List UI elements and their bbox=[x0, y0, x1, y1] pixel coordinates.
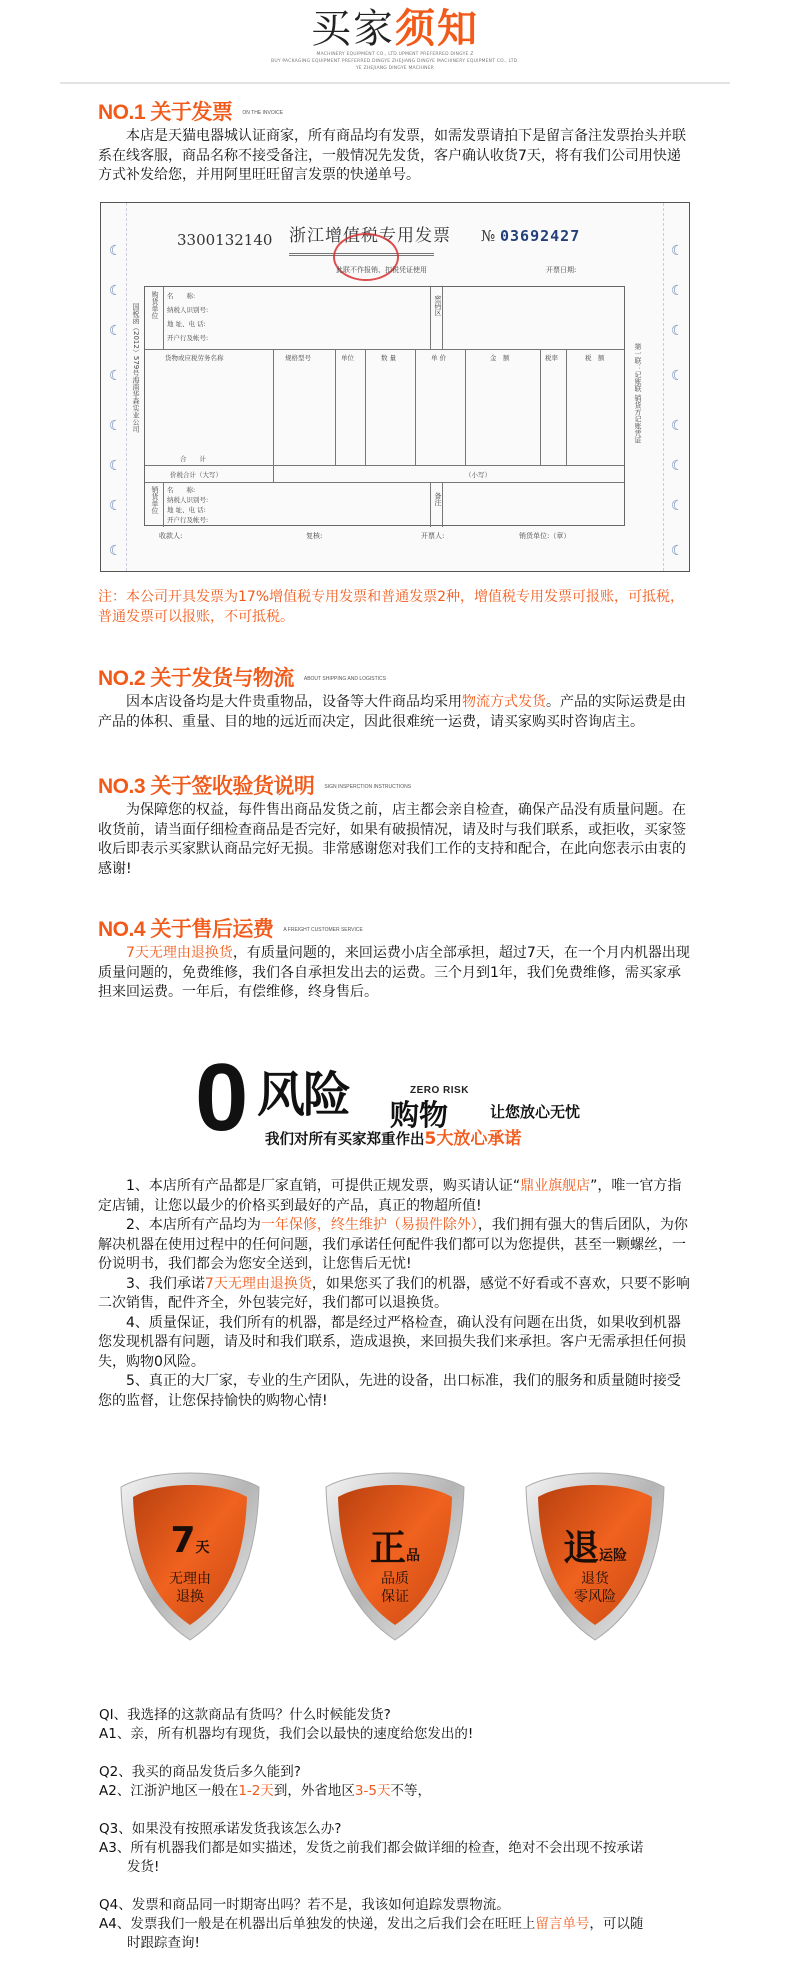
shield-small: 运险 bbox=[599, 1548, 627, 1564]
answer-text: A2、江浙沪地区一般在 bbox=[99, 1783, 239, 1799]
total-label: 合 计 bbox=[180, 455, 206, 463]
header-subline: MACHINERY EQUIPMENT CO., LTD.UPMENT PREFERRED DINGYE Z bbox=[316, 52, 474, 57]
seller-field: 纳税人识别号: bbox=[167, 496, 209, 504]
seller-label: 销货单位 bbox=[151, 486, 159, 514]
perforation-icon: ☾ bbox=[109, 458, 122, 474]
body-text: 因本店设备均是大件贵重物品，设备等大件商品均采用 bbox=[126, 694, 462, 710]
invoice-side-left: 国税函（2012）579号海南华森实业公司 bbox=[132, 303, 140, 433]
invoice-subtitle: 此联不作报销、扣税凭证使用 bbox=[336, 266, 427, 274]
invoice-date-label: 开票日期: bbox=[546, 266, 577, 274]
divider bbox=[60, 82, 730, 84]
shield-small: 品 bbox=[406, 1548, 420, 1564]
promise-list bbox=[98, 1177, 692, 1411]
invoice-image bbox=[100, 202, 690, 572]
perforation-icon: ☾ bbox=[109, 243, 122, 259]
perforation-icon: ☾ bbox=[671, 243, 684, 259]
faq-answer: A1、亲，所有机器均有现货，我们会以最快的速度给您发出的! bbox=[99, 1726, 474, 1742]
column-header: 金 额 bbox=[490, 354, 510, 362]
remark-label: 备注 bbox=[434, 492, 442, 506]
section-en: A FREIGHT CUSTOMER SERVICE bbox=[283, 927, 363, 934]
shield-small: 天 bbox=[195, 1540, 210, 1556]
perforation-icon: ☾ bbox=[671, 458, 684, 474]
answer-highlight: 留言单号 bbox=[535, 1916, 590, 1932]
buyer-label: 购货单位 bbox=[151, 291, 159, 319]
shield-line: 保证 bbox=[381, 1589, 409, 1605]
body-text: ，有质量问题的，来回运费小店全部承担，超过7天，在一个月内机器出现质量问题的，免费维修，我们各自承担发出去的运费。三个月到1年，我们免费维修，需买家承担来回运费。一年后，有偿维修，终身售后。 bbox=[98, 945, 690, 1000]
perforation-icon: ☾ bbox=[671, 418, 684, 434]
promise-line bbox=[265, 1124, 521, 1149]
shield-big: 退 bbox=[562, 1528, 599, 1569]
shield-big: 正 bbox=[369, 1528, 406, 1569]
section-2-title bbox=[98, 662, 386, 692]
buyer-field: 纳税人识别号: bbox=[167, 306, 209, 314]
section-4-title bbox=[98, 913, 363, 943]
section-4-body bbox=[98, 944, 692, 1003]
small-amount-label: （小写） bbox=[465, 471, 491, 479]
faq-question: Q3、如果没有按照承诺发货我该怎么办? bbox=[99, 1821, 342, 1837]
shield-desc bbox=[520, 1570, 670, 1606]
shield-badge-return bbox=[520, 1465, 670, 1645]
promise-highlight: 7天无理由退换货 bbox=[204, 1275, 312, 1292]
answer-highlight: 1-2天 bbox=[238, 1783, 274, 1799]
slogan: 让您放心无忧 bbox=[490, 1103, 581, 1121]
answer-text: ，可以随 bbox=[589, 1916, 644, 1932]
perforation-icon: ☾ bbox=[109, 418, 122, 434]
shield-badge-genuine bbox=[320, 1465, 470, 1645]
invoice-no-value: 03692427 bbox=[499, 227, 581, 245]
zero-risk-en: ZERO RISK bbox=[410, 1085, 469, 1096]
faq-question: Q2、我买的商品发货后多久能到? bbox=[99, 1764, 301, 1780]
section-3-body: 为保障您的权益，每件售出商品发货之前，店主都会亲自检查，确保产品没有质量问题。在收货前，请当面仔细检查商品是否完好，如果有破损情况，请及时与我们联系，或拒收，买家签收后即表示买家默认商品完好无损。非常感谢您对我们工作的支持和配合，在此向您表示由衷的感谢! bbox=[98, 802, 686, 877]
promise-text: 2、本店所有产品均为 bbox=[126, 1217, 261, 1233]
header-subline: BUY PACKAGING EQUIPMENT PREFERRED DINGYE ZHEJIANG DINGYE MACHINERY EQUIPMENT CO., LTD. bbox=[271, 59, 519, 64]
section-en: SIGN INSPERCTION INSTRUCTIONS bbox=[324, 784, 412, 791]
invoice-code: 3300132140 bbox=[177, 231, 273, 249]
shield-line: 品质 bbox=[381, 1571, 409, 1587]
faq-answer bbox=[99, 1915, 699, 1934]
shield-line: 无理由 bbox=[169, 1571, 211, 1587]
answer-text: A4、发票我们一般是在机器出后单独发的快递，发出之后我们会在旺旺上 bbox=[99, 1916, 536, 1932]
page-title bbox=[0, 6, 790, 52]
invoice-side-right: 第一联：记账联 销货方记账凭证 bbox=[634, 343, 642, 444]
faq-list bbox=[99, 1706, 699, 1953]
perforation-icon: ☾ bbox=[671, 323, 684, 339]
promise-text: ，我们拥有强大的售后团队，为你解决机器在使用过程中的任何问题，我们承诺任何配件我们都可以为您提供，甚至一颗螺丝，一份说明书，我们都会为您安全送到，让您售后无忧! bbox=[98, 1217, 688, 1272]
promise-text: 4、质量保证，我们所有的机器，都是经过严格检查，确认没有问题在出货，如果收到机器您发现机器有问题，请及时和我们联系，造成退换，来回损失我们来承担。客户无需承担任何损失，购物0风险。 bbox=[98, 1314, 686, 1370]
section-1-body: 本店是天猫电器城认证商家，所有商品均有发票，如需发票请拍下是留言备注发票抬头并联系在线客服，商品名称不接受备注，一般情况先发货，客户确认收货7天，将有我们公司用快递方式补发给您，并用阿里旺旺留言发票的快递单号。 bbox=[98, 128, 686, 183]
faq-answer: A3、所有机器我们都是如实描述，发货之前我们都会做详细的检查，绝对不会出现不按承诺 bbox=[99, 1840, 644, 1856]
invoice-table bbox=[144, 286, 625, 526]
shield-badge-7-days bbox=[115, 1465, 265, 1645]
section-1-title bbox=[98, 96, 283, 126]
shield-line: 退换 bbox=[176, 1589, 204, 1605]
body-highlight: 7天无理由退换货 bbox=[126, 945, 233, 961]
column-header: 单位 bbox=[341, 354, 354, 362]
promise-highlight: 5大放心承诺 bbox=[424, 1129, 522, 1149]
title-part-1: 买家 bbox=[311, 6, 395, 52]
perforation-icon: ☾ bbox=[109, 543, 122, 559]
promise-text: 1、本店所有产品都是厂家直销，可提供正规发票，购买请认证“ bbox=[126, 1178, 521, 1194]
shield-big-text bbox=[320, 1520, 470, 1571]
seller-field: 地 址、电 话: bbox=[167, 506, 206, 514]
column-header: 税 额 bbox=[585, 354, 605, 362]
header-subline: YE ZHEJIANG DINGYE MACHINER bbox=[355, 66, 435, 71]
section-number: NO.4 关于售后运费 bbox=[98, 918, 274, 941]
promise-text: 5、真正的大厂家，专业的生产团队，先进的设备，出口标准，我们的服务和质量随时接受您的监督，让您保持愉快的购物心情! bbox=[98, 1373, 681, 1409]
promise-text: 我们对所有买家郑重作出 bbox=[265, 1132, 425, 1148]
body-text: 。产品的实际运费是由产品的体积、重量、目的地的远近而决定，因此很难统一运费，请买家购买时咨询店主。 bbox=[98, 694, 686, 730]
section-2-body bbox=[98, 693, 692, 732]
perforation-icon: ☾ bbox=[109, 368, 122, 384]
page-header bbox=[0, 0, 790, 82]
invoice-footer-review: 复核: bbox=[306, 532, 323, 540]
answer-text: 到，外省地区 bbox=[273, 1783, 355, 1799]
perforation-icon: ☾ bbox=[109, 498, 122, 514]
shield-desc bbox=[115, 1570, 265, 1606]
section-3-title bbox=[98, 770, 411, 800]
perforation-icon: ☾ bbox=[109, 323, 122, 339]
promise-item bbox=[98, 1216, 692, 1275]
faq-answer bbox=[99, 1782, 699, 1801]
section-en: ABOUT SHIPPING AND LOGISTICS bbox=[303, 676, 387, 683]
shield-desc bbox=[320, 1570, 470, 1606]
buyer-field: 开户行及帐号: bbox=[167, 334, 209, 342]
answer-text: 不等， bbox=[390, 1783, 431, 1799]
promise-item bbox=[98, 1314, 692, 1373]
answer-highlight: 3-5天 bbox=[354, 1783, 391, 1799]
column-header: 单 价 bbox=[431, 354, 447, 362]
column-header: 货物或应税劳务名称 bbox=[165, 354, 224, 362]
promise-item bbox=[98, 1372, 692, 1411]
zero-risk-word: 风险 bbox=[257, 1067, 350, 1123]
zero-risk-banner bbox=[195, 1044, 615, 1165]
perforation-icon: ☾ bbox=[671, 283, 684, 299]
shield-line: 退货 bbox=[581, 1571, 609, 1587]
promise-highlight: 一年保修，终生维护（易损件除外） bbox=[260, 1217, 478, 1233]
invoice-footer-seller: 销货单位:（章） bbox=[519, 532, 571, 540]
invoice-no-label: № bbox=[481, 227, 496, 245]
perforation-icon: ☾ bbox=[671, 498, 684, 514]
total-tax-label: 价税合计（大写） bbox=[170, 471, 222, 479]
shield-big-text bbox=[520, 1520, 670, 1571]
promise-item bbox=[98, 1275, 692, 1314]
promise-text: ”，唯一官方指定店铺，让您以最少的价格买到最好的产品，真正的物超所值! bbox=[98, 1178, 682, 1214]
shield-big-text bbox=[115, 1520, 265, 1561]
promise-text: ，如果您买了我们的机器，感觉不好看或不喜欢，只要不影响二次销售，配件齐全，外包装完好，我们都可以退换货。 bbox=[98, 1275, 690, 1311]
section-number: NO.3 关于签收验货说明 bbox=[98, 775, 315, 798]
faq-answer-cont: 时跟踪查询! bbox=[127, 1935, 200, 1951]
faq-question: Q4、发票和商品同一时期寄出吗？若不是，我该如何追踪发票物流。 bbox=[99, 1897, 510, 1913]
faq-answer-cont: 发货! bbox=[127, 1859, 160, 1875]
perforation-icon: ☾ bbox=[109, 283, 122, 299]
body-highlight: 物流方式发货 bbox=[462, 694, 546, 710]
zero-glyph: 0 bbox=[195, 1044, 249, 1151]
shield-big: 7 bbox=[170, 1520, 196, 1561]
seller-field: 名 称: bbox=[167, 486, 196, 494]
faq-question: QI、我选择的这款商品有货吗？什么时候能发货? bbox=[99, 1707, 391, 1723]
column-header: 规格型号 bbox=[285, 354, 311, 362]
column-header: 税率 bbox=[545, 354, 558, 362]
seller-field: 开户行及帐号: bbox=[167, 516, 209, 524]
shield-line: 零风险 bbox=[574, 1589, 616, 1605]
invoice-note: 注：本公司开具发票为17%增值税专用发票和普通发票2种，增值税专用发票可报账，可抵税，普通发票可以报账，不可抵税。 bbox=[98, 589, 685, 625]
column-header: 数 量 bbox=[381, 354, 397, 362]
section-number: NO.1 关于发票 bbox=[98, 101, 233, 124]
section-en: ON THE INVOICE bbox=[242, 110, 284, 117]
buyer-field: 地 址、电 话: bbox=[167, 320, 206, 328]
invoice-number bbox=[481, 227, 580, 245]
promise-highlight: 鼎业旗舰店 bbox=[520, 1178, 591, 1194]
title-part-2: 须知 bbox=[395, 6, 479, 52]
section-number: NO.2 关于发货与物流 bbox=[98, 667, 294, 690]
invoice-footer-payee: 收款人: bbox=[159, 532, 183, 540]
invoice-title: 浙江增值税专用发票 bbox=[289, 226, 451, 246]
promise-item bbox=[98, 1177, 692, 1216]
shopping-word: 购物 bbox=[390, 1098, 449, 1132]
promise-text: 3、我们承诺 bbox=[126, 1275, 205, 1292]
buyer-field: 名 称: bbox=[167, 292, 196, 300]
code-area-label: 密码区 bbox=[434, 295, 442, 316]
perforation-icon: ☾ bbox=[671, 543, 684, 559]
perforation-icon: ☾ bbox=[671, 368, 684, 384]
invoice-footer-drawer: 开票人: bbox=[421, 532, 445, 540]
